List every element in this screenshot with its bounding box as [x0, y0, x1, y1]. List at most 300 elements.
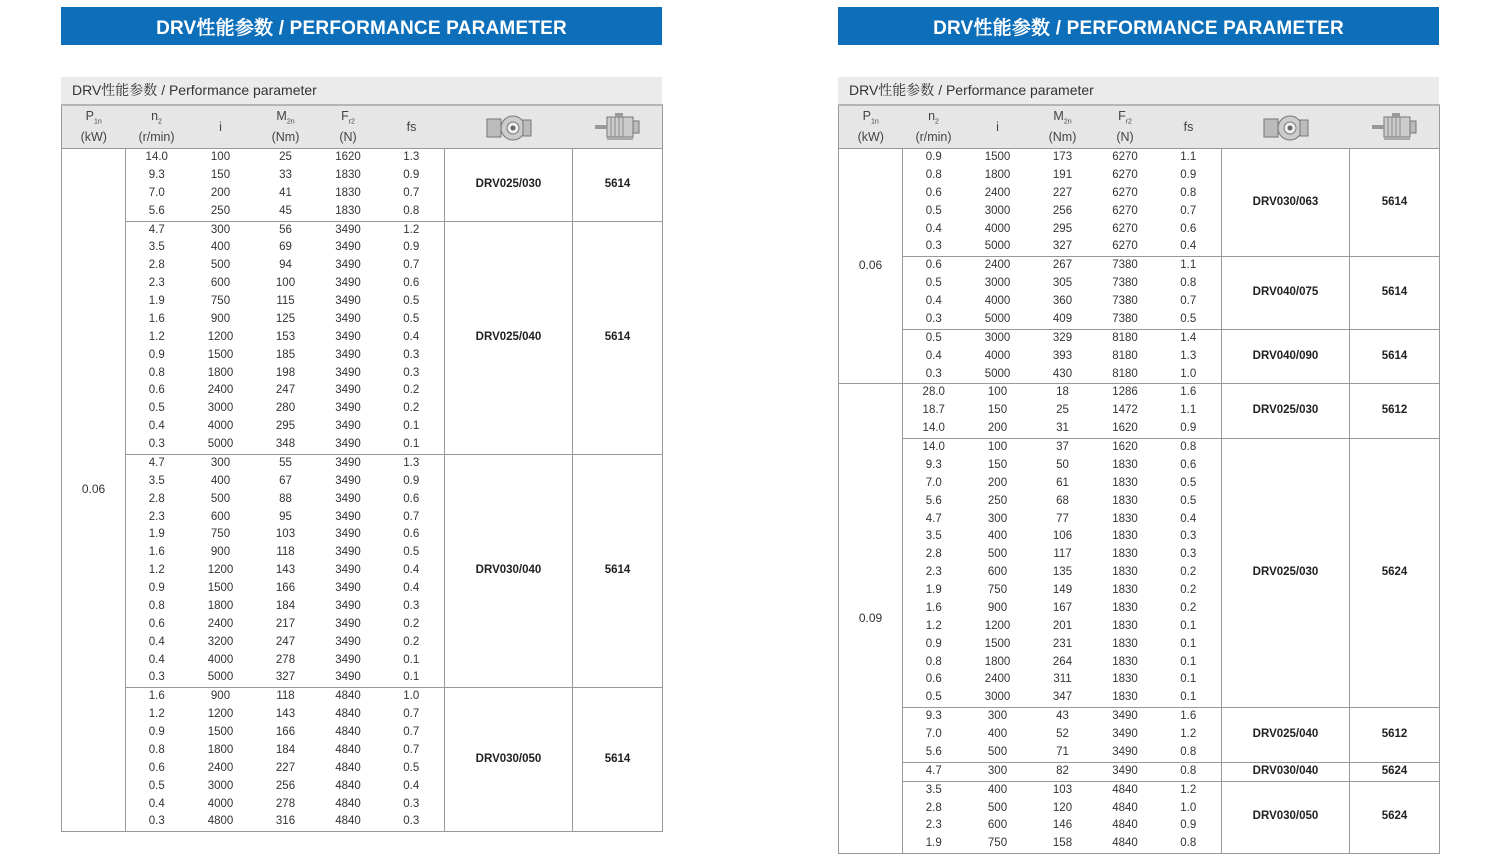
- header-worm-gearbox-icon: [1222, 105, 1350, 149]
- torque-cell: 167: [1052, 601, 1073, 614]
- ratio-cell: 900: [210, 546, 231, 559]
- ratio-cell: 5000: [207, 438, 234, 450]
- speed-cell: 0.4: [148, 797, 165, 810]
- motor-code-cell: 5624: [1350, 439, 1440, 708]
- torque-cell: 56: [254, 221, 318, 239]
- table-row: [62, 688, 663, 706]
- torque-cell: 256: [1052, 204, 1073, 217]
- ratio-cell: 500: [987, 801, 1008, 814]
- radial-load-cell: 3490: [335, 241, 361, 254]
- service-factor-cell: 0.1: [403, 438, 420, 450]
- torque-cell: 100: [275, 277, 296, 290]
- radial-load-cell: 3490: [335, 564, 361, 577]
- speed-cell: 4.7: [126, 454, 188, 472]
- ratio-cell: 600: [987, 566, 1008, 579]
- radial-load-cell: 1830: [1112, 601, 1138, 614]
- service-factor-cell: 0.3: [403, 797, 420, 810]
- service-factor-cell: 1.6: [1156, 384, 1222, 402]
- header-power: [839, 105, 903, 149]
- service-factor-cell: 0.1: [1180, 673, 1197, 686]
- ratio-cell: 500: [210, 259, 231, 272]
- ratio-cell: 600: [210, 510, 231, 523]
- radial-load-cell: 1286: [1095, 384, 1156, 402]
- torque-cell: 280: [275, 402, 296, 415]
- service-factor-cell: 0.4: [403, 564, 420, 577]
- ratio-cell: 300: [987, 512, 1008, 525]
- service-factor-cell: 0.7: [403, 726, 420, 738]
- radial-load-cell: 1830: [1112, 494, 1138, 507]
- speed-cell: 3.5: [903, 781, 965, 799]
- speed-cell: 0.3: [148, 815, 165, 828]
- speed-cell: 7.0: [925, 476, 942, 489]
- speed-cell: 1.2: [148, 564, 165, 577]
- service-factor-cell: 0.7: [403, 708, 420, 721]
- header-output-speed: [903, 105, 965, 149]
- ratio-cell: 4800: [207, 815, 234, 828]
- model-cell: DRV040/090: [1222, 329, 1350, 384]
- torque-cell: 347: [1052, 691, 1073, 704]
- ratio-cell: 1200: [984, 619, 1011, 632]
- speed-cell: 0.6: [925, 186, 942, 199]
- speed-cell: 2.3: [925, 819, 942, 832]
- torque-cell: 247: [275, 635, 296, 648]
- torque-cell: 106: [1052, 530, 1073, 543]
- radial-load-cell: 3490: [335, 510, 361, 523]
- speed-cell: 0.9: [148, 726, 165, 738]
- torque-cell: 264: [1052, 655, 1073, 668]
- speed-cell: 2.8: [148, 259, 165, 272]
- ratio-cell: 600: [210, 277, 231, 290]
- motor-code-cell: 5614: [573, 688, 663, 832]
- speed-cell: 0.4: [925, 295, 942, 307]
- ratio-cell: 3000: [984, 277, 1011, 290]
- radial-load-cell: 3490: [335, 582, 361, 594]
- speed-cell: 1.9: [148, 528, 165, 541]
- service-factor-cell: 0.6: [403, 528, 420, 541]
- torque-cell: 125: [275, 312, 296, 325]
- speed-cell: 0.9: [148, 582, 165, 594]
- speed-cell: 0.3: [925, 312, 942, 325]
- ratio-cell: 3000: [984, 691, 1011, 704]
- torque-cell: 153: [275, 330, 296, 343]
- speed-cell: 1.6: [925, 601, 942, 614]
- ratio-cell: 300: [188, 221, 254, 239]
- ratio-cell: 5000: [984, 367, 1011, 380]
- torque-cell: 146: [1052, 819, 1073, 832]
- ratio-cell: 1500: [207, 348, 234, 361]
- speed-cell: 4.7: [903, 762, 965, 781]
- speed-cell: 0.8: [148, 366, 165, 379]
- radial-load-cell: 1830: [1112, 637, 1138, 650]
- table-row: [839, 781, 1440, 799]
- speed-cell: 9.3: [148, 168, 165, 181]
- service-factor-cell: 0.7: [403, 259, 420, 272]
- service-factor-cell: 0.6: [403, 277, 420, 290]
- radial-load-cell: 1620: [1095, 439, 1156, 457]
- service-factor-cell: 0.1: [403, 653, 420, 666]
- service-factor-cell: 0.5: [1180, 312, 1197, 325]
- table-row: [839, 708, 1440, 726]
- speed-cell: 0.9: [925, 637, 942, 650]
- radial-load-cell: 4840: [1112, 837, 1138, 850]
- speed-cell: 0.5: [925, 277, 942, 290]
- service-factor-cell: 0.9: [403, 474, 420, 487]
- ratio-cell: 2400: [984, 673, 1011, 686]
- radial-load-cell: 3490: [335, 599, 361, 612]
- table-row: [839, 329, 1440, 347]
- radial-load-cell: 1472: [1112, 404, 1138, 417]
- service-factor-cell: 1.2: [379, 221, 445, 239]
- torque-cell: 67: [279, 474, 292, 487]
- speed-cell: 0.4: [148, 635, 165, 648]
- header-output-speed-subscript: 2: [158, 118, 162, 126]
- radial-load-cell: 4840: [335, 708, 361, 721]
- torque-cell: 118: [276, 546, 295, 559]
- speed-cell: 5.6: [925, 494, 942, 507]
- header-radial-load: [318, 105, 379, 149]
- radial-load-cell: 8180: [1112, 349, 1138, 362]
- speed-cell: 3.5: [925, 530, 942, 543]
- model-cell: DRV030/050: [445, 688, 573, 832]
- ratio-cell: 900: [987, 601, 1008, 614]
- radial-load-cell: 4840: [1112, 819, 1138, 832]
- torque-cell: 360: [1052, 295, 1073, 307]
- header-ratio: i: [188, 105, 254, 149]
- service-factor-cell: 0.8: [1180, 277, 1197, 290]
- ratio-cell: 4000: [984, 222, 1011, 235]
- power-cell: 0.06: [62, 149, 126, 832]
- ratio-cell: 5000: [984, 312, 1011, 325]
- radial-load-cell: 4840: [335, 815, 361, 828]
- table-subheading: [838, 77, 1439, 104]
- ratio-cell: 1800: [207, 743, 234, 756]
- torque-cell: 61: [1056, 476, 1069, 489]
- worm-gearbox-icon: [485, 119, 533, 133]
- radial-load-cell: 3490: [335, 492, 361, 505]
- model-cell: DRV030/050: [1222, 781, 1350, 854]
- torque-cell: 33: [279, 168, 292, 181]
- torque-cell: 217: [275, 617, 296, 630]
- service-factor-cell: 0.7: [1180, 295, 1197, 307]
- service-factor-cell: 0.2: [403, 617, 420, 630]
- header-power-subscript: 1n: [871, 118, 879, 126]
- service-factor-cell: 0.6: [1180, 458, 1197, 471]
- torque-cell: 311: [1053, 673, 1072, 686]
- motor-code-cell: 5614: [573, 149, 663, 222]
- ratio-cell: 1200: [207, 708, 234, 721]
- motor-code-cell: 5614: [1350, 149, 1440, 257]
- ratio-cell: 4000: [984, 295, 1011, 307]
- worm-gearbox-icon: [1262, 119, 1310, 133]
- service-factor-cell: 0.7: [1180, 204, 1197, 217]
- radial-load-cell: 7380: [1112, 295, 1138, 307]
- radial-load-cell: 1830: [335, 186, 361, 199]
- ratio-cell: 3000: [965, 329, 1031, 347]
- service-factor-cell: 0.3: [403, 815, 420, 828]
- service-factor-cell: 0.3: [403, 348, 420, 361]
- ratio-cell: 2400: [984, 186, 1011, 199]
- torque-cell: 278: [275, 653, 296, 666]
- speed-cell: 2.8: [925, 548, 942, 561]
- ratio-cell: 3000: [984, 204, 1011, 217]
- torque-cell: 71: [1056, 745, 1069, 758]
- torque-cell: 185: [275, 348, 296, 361]
- model-cell: DRV040/075: [1222, 257, 1350, 330]
- electric-motor-icon: [1370, 119, 1418, 133]
- ratio-cell: 2400: [207, 617, 234, 630]
- service-factor-cell: 0.7: [403, 510, 420, 523]
- speed-cell: 4.7: [925, 512, 942, 525]
- radial-load-cell: 3490: [335, 384, 361, 397]
- torque-cell: 115: [276, 295, 295, 307]
- ratio-cell: 900: [188, 688, 254, 706]
- radial-load-cell: 3490: [335, 259, 361, 272]
- torque-cell: 103: [275, 528, 296, 541]
- header-output-speed-subscript: 2: [935, 118, 939, 126]
- speed-cell: 0.3: [148, 438, 165, 450]
- header-service-factor: fs: [1156, 105, 1222, 149]
- torque-cell: 305: [1052, 277, 1073, 290]
- service-factor-cell: 1.1: [1180, 404, 1197, 417]
- radial-load-cell: 4840: [318, 688, 379, 706]
- torque-cell: 52: [1056, 728, 1069, 740]
- speed-cell: 0.6: [903, 257, 965, 275]
- service-factor-cell: 0.4: [403, 779, 420, 792]
- radial-load-cell: 1830: [1112, 530, 1138, 543]
- radial-load-cell: 3490: [335, 312, 361, 325]
- service-factor-cell: 1.3: [379, 149, 445, 167]
- torque-cell: 118: [254, 688, 318, 706]
- speed-cell: 3.5: [148, 241, 165, 254]
- ratio-cell: 1500: [207, 582, 234, 594]
- speed-cell: 0.4: [148, 420, 165, 433]
- torque-cell: 94: [279, 259, 292, 272]
- ratio-cell: 300: [965, 762, 1031, 781]
- header-torque-symbol: M: [1053, 109, 1064, 124]
- service-factor-cell: 0.7: [403, 743, 420, 756]
- radial-load-cell: 1830: [1112, 584, 1138, 596]
- speed-cell: 7.0: [148, 186, 165, 199]
- speed-cell: 0.4: [925, 349, 942, 362]
- ratio-cell: 4000: [207, 653, 234, 666]
- header-power-symbol: P: [862, 109, 872, 124]
- speed-cell: 1.9: [925, 584, 942, 596]
- performance-table: [838, 104, 1440, 854]
- radial-load-cell: 3490: [318, 454, 379, 472]
- radial-load-cell: 4840: [335, 743, 361, 756]
- table-row: [839, 439, 1440, 457]
- header-ratio: i: [965, 105, 1031, 149]
- ratio-cell: 1500: [984, 637, 1011, 650]
- torque-cell: 227: [275, 761, 296, 774]
- header-radial-load-unit: (N): [339, 129, 357, 144]
- speed-cell: 2.8: [925, 801, 942, 814]
- service-factor-cell: 0.7: [403, 186, 420, 199]
- service-factor-cell: 1.1: [1156, 257, 1222, 275]
- ratio-cell: 2400: [207, 384, 234, 397]
- speed-cell: 2.8: [148, 492, 165, 505]
- radial-load-cell: 1830: [1112, 566, 1138, 579]
- service-factor-cell: 0.2: [403, 635, 420, 648]
- ratio-cell: 500: [210, 492, 231, 505]
- service-factor-cell: 1.1: [1156, 149, 1222, 167]
- radial-load-cell: 6270: [1112, 168, 1138, 181]
- torque-cell: 69: [279, 241, 292, 254]
- service-factor-cell: 0.2: [1180, 601, 1197, 614]
- service-factor-cell: 0.1: [403, 671, 420, 684]
- ratio-cell: 400: [987, 728, 1008, 740]
- header-radial-load-unit: (N): [1116, 129, 1134, 144]
- speed-cell: 0.5: [903, 329, 965, 347]
- table-row: [839, 257, 1440, 275]
- torque-cell: 316: [275, 815, 296, 828]
- service-factor-cell: 0.4: [403, 330, 420, 343]
- ratio-cell: 400: [210, 241, 231, 254]
- table-body: [839, 149, 1440, 854]
- service-factor-cell: 0.8: [1156, 762, 1222, 781]
- torque-cell: 184: [275, 599, 296, 612]
- radial-load-cell: 4840: [1095, 781, 1156, 799]
- torque-cell: 278: [275, 797, 296, 810]
- header-torque-subscript: 2n: [1063, 118, 1072, 126]
- header-power-subscript: 1n: [94, 118, 102, 126]
- radial-load-cell: 1830: [1112, 476, 1138, 489]
- service-factor-cell: 1.6: [1156, 708, 1222, 726]
- ratio-cell: 300: [188, 454, 254, 472]
- speed-cell: 0.6: [148, 617, 165, 630]
- ratio-cell: 4000: [207, 420, 234, 433]
- service-factor-cell: 0.1: [1180, 619, 1197, 632]
- service-factor-cell: 0.3: [1180, 548, 1197, 561]
- service-factor-cell: 0.2: [403, 402, 420, 415]
- ratio-cell: 150: [210, 168, 231, 181]
- torque-cell: 409: [1052, 312, 1073, 325]
- table-row: [839, 762, 1440, 781]
- model-cell: DRV025/040: [1222, 708, 1350, 763]
- torque-cell: 295: [275, 420, 296, 433]
- ratio-cell: 3000: [207, 779, 234, 792]
- speed-cell: 0.4: [148, 653, 165, 666]
- service-factor-cell: 1.3: [379, 454, 445, 472]
- speed-cell: 0.3: [925, 367, 942, 380]
- ratio-cell: 1200: [207, 330, 234, 343]
- service-factor-cell: 0.9: [1180, 168, 1197, 181]
- torque-cell: 247: [275, 384, 296, 397]
- radial-load-cell: 1830: [1112, 673, 1138, 686]
- torque-cell: 25: [1056, 404, 1069, 417]
- torque-cell: 55: [254, 454, 318, 472]
- header-electric-motor-icon: [573, 105, 663, 149]
- torque-cell: 117: [1053, 548, 1072, 561]
- service-factor-cell: 0.4: [1180, 240, 1197, 253]
- speed-cell: 28.0: [903, 384, 965, 402]
- ratio-cell: 500: [987, 548, 1008, 561]
- service-factor-cell: 0.3: [403, 366, 420, 379]
- ratio-cell: 400: [987, 530, 1008, 543]
- service-factor-cell: 0.1: [1180, 691, 1197, 704]
- service-factor-cell: 0.8: [403, 204, 420, 217]
- banner-title: DRV性能参数 / PERFORMANCE PARAMETER: [61, 7, 662, 45]
- service-factor-cell: 0.8: [1180, 186, 1197, 199]
- torque-cell: 184: [275, 743, 296, 756]
- speed-cell: 0.6: [148, 384, 165, 397]
- speed-cell: 0.6: [925, 673, 942, 686]
- ratio-cell: 250: [210, 204, 231, 217]
- ratio-cell: 250: [987, 494, 1008, 507]
- service-factor-cell: 0.8: [1156, 439, 1222, 457]
- header-torque-unit: (Nm): [1048, 129, 1077, 144]
- header-torque-unit: (Nm): [271, 129, 300, 144]
- speed-cell: 1.2: [925, 619, 942, 632]
- radial-load-cell: 3490: [335, 438, 361, 450]
- header-power-unit: (kW): [80, 129, 107, 144]
- torque-cell: 256: [275, 779, 296, 792]
- ratio-cell: 1800: [984, 655, 1011, 668]
- speed-cell: 1.6: [148, 546, 165, 559]
- radial-load-cell: 3490: [318, 221, 379, 239]
- radial-load-cell: 6270: [1112, 240, 1138, 253]
- ratio-cell: 3200: [207, 635, 234, 648]
- radial-load-cell: 4840: [335, 761, 361, 774]
- torque-cell: 166: [275, 726, 296, 738]
- radial-load-cell: 3490: [335, 474, 361, 487]
- table-header: [62, 105, 663, 149]
- radial-load-cell: 1620: [1112, 422, 1138, 435]
- radial-load-cell: 8180: [1112, 367, 1138, 380]
- speed-cell: 14.0: [903, 439, 965, 457]
- motor-code-cell: 5614: [573, 221, 663, 454]
- torque-cell: 327: [1052, 240, 1073, 253]
- service-factor-cell: 0.5: [403, 312, 420, 325]
- electric-motor-icon: [593, 119, 641, 133]
- ratio-cell: 100: [965, 384, 1031, 402]
- radial-load-cell: 4840: [335, 779, 361, 792]
- ratio-cell: 750: [210, 528, 231, 541]
- service-factor-cell: 0.2: [1180, 566, 1197, 579]
- radial-load-cell: 3490: [335, 277, 361, 290]
- radial-load-cell: 4840: [335, 726, 361, 738]
- torque-cell: 267: [1031, 257, 1095, 275]
- speed-cell: 0.8: [148, 599, 165, 612]
- torque-cell: 393: [1052, 349, 1073, 362]
- speed-cell: 9.3: [903, 708, 965, 726]
- speed-cell: 0.8: [925, 655, 942, 668]
- table-row: [839, 149, 1440, 167]
- motor-code-cell: 5614: [573, 454, 663, 687]
- torque-cell: 143: [275, 708, 296, 721]
- ratio-cell: 1800: [207, 599, 234, 612]
- ratio-cell: 400: [965, 781, 1031, 799]
- service-factor-cell: 1.2: [1156, 781, 1222, 799]
- power-cell: 0.06: [839, 149, 903, 384]
- table-row: [62, 454, 663, 472]
- speed-cell: 0.5: [148, 402, 165, 415]
- service-factor-cell: 0.4: [403, 582, 420, 594]
- service-factor-cell: 1.4: [1156, 329, 1222, 347]
- ratio-cell: 1500: [965, 149, 1031, 167]
- header-output-speed-symbol: n: [928, 109, 936, 124]
- table-row: [62, 221, 663, 239]
- radial-load-cell: 3490: [335, 330, 361, 343]
- speed-cell: 0.6: [148, 761, 165, 774]
- service-factor-cell: 0.6: [403, 492, 420, 505]
- header-radial-load-subscript: r2: [348, 118, 355, 126]
- motor-code-cell: 5612: [1350, 708, 1440, 763]
- speed-cell: 14.0: [126, 149, 188, 167]
- ratio-cell: 200: [987, 422, 1008, 435]
- ratio-cell: 2400: [965, 257, 1031, 275]
- speed-cell: 1.6: [126, 688, 188, 706]
